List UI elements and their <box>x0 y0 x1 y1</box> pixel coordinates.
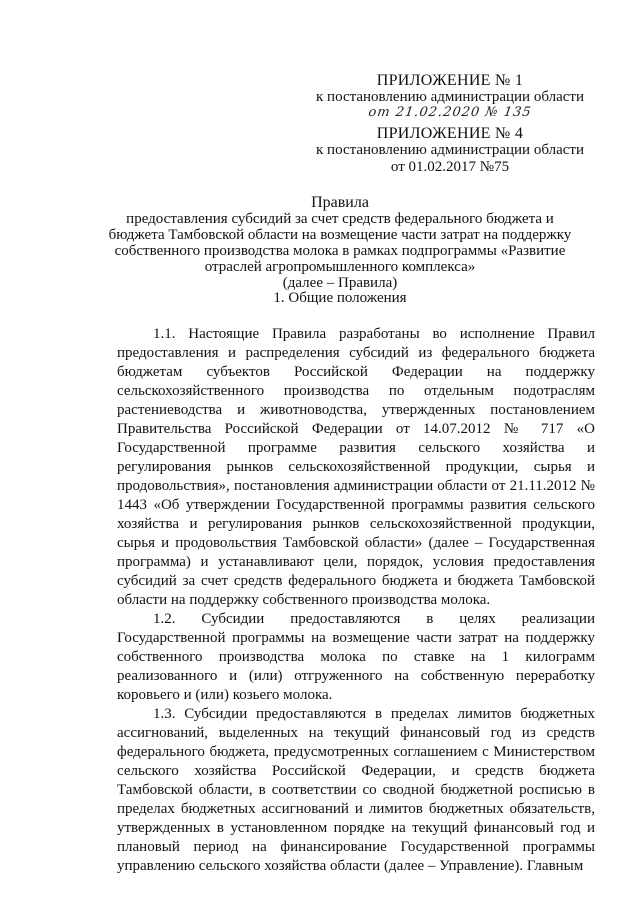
paragraph-1-1: 1.1. Настоящие Правила разработаны во исполнение Правил предоставления и распределения субсидий из федерального бюджета бюджетам субъектов Российской Федерации на поддержку сельскохозяйственного производства по отдельным подотраслям растениеводства и животноводства, утвержденных постановлением Правительства Российской Федерации от 14.07.2012 № 717 «О Государственной программе развития сельского хозяйства и регулирования рынков сельскохозяйственной продукции, сырья и продовольствия», постановления администрации области от 21.11.2012 № 1443 «Об утверждении Государственной программы развития сельского хозяйства и регулирования рынков сельскохозяйственной продукции, сырья и продовольствия Тамбовской области» (далее – Государственная программа) и устанавливают цели, порядок, условия предоставления субсидий за счет средств федерального бюджета и бюджета Тамбовской области на поддержку собственного производства молока. <box>117 326 595 608</box>
rules-title-line-5: (далее – Правила) <box>282 275 398 291</box>
rules-title-line-1: предоставления субсидий за счет средств федерального бюджета и <box>126 211 554 227</box>
appendix-4-subtitle: к постановлению администрации области <box>316 142 584 158</box>
appendix-1-header <box>300 72 600 121</box>
rules-title-line-2: бюджета Тамбовской области на возмещение части затрат на поддержку <box>108 227 572 243</box>
appendix-4-date: от 01.02.2017 №75 <box>390 159 510 175</box>
appendix-1-subtitle: к постановлению администрации области <box>316 89 584 105</box>
section-title: 1. Общие положения <box>273 290 407 306</box>
appendix-4-title: ПРИЛОЖЕНИЕ № 4 <box>376 125 524 142</box>
rules-heading: Правила <box>311 194 369 211</box>
paragraph-1-2: 1.2. Субсидии предоставляются в целях реализации Государственной программы на возмещение части затрат на поддержку собственного производства молока по ставке на 1 килограмм реализованного и (или) отгруженного на собственную переработку коровьего и (или) козьего молока. <box>117 611 595 703</box>
body-text <box>117 325 595 876</box>
rules-title-line-3: собственного производства молока в рамках подпрограммы «Развитие <box>114 243 566 259</box>
handwritten-date: от 21.02.2020 № 135 <box>367 105 533 120</box>
paragraph-1-3: 1.3. Субсидии предоставляются в пределах лимитов бюджетных ассигнований, выделенных на текущий финансовый год из средств федерального бюджета, предусмотренных соглашением с Министерством сельского хозяйства Российской Федерации, и средств бюджета Тамбовской области, в соответствии со сводной бюджетной росписью в пределах бюджетных ассигнований и лимитов бюджетных обязательств, утвержденных в установленном порядке на текущий финансовый год и плановый период на финансирование Государственной программы управлению сельского хозяйства области (далее – Управление). Главным <box>117 706 595 874</box>
rules-title-line-4: отраслей агропромышленного комплекса» <box>204 259 476 275</box>
appendix-4-header <box>300 125 600 176</box>
rules-title-block <box>100 195 580 291</box>
appendix-1-title: ПРИЛОЖЕНИЕ № 1 <box>376 72 524 89</box>
